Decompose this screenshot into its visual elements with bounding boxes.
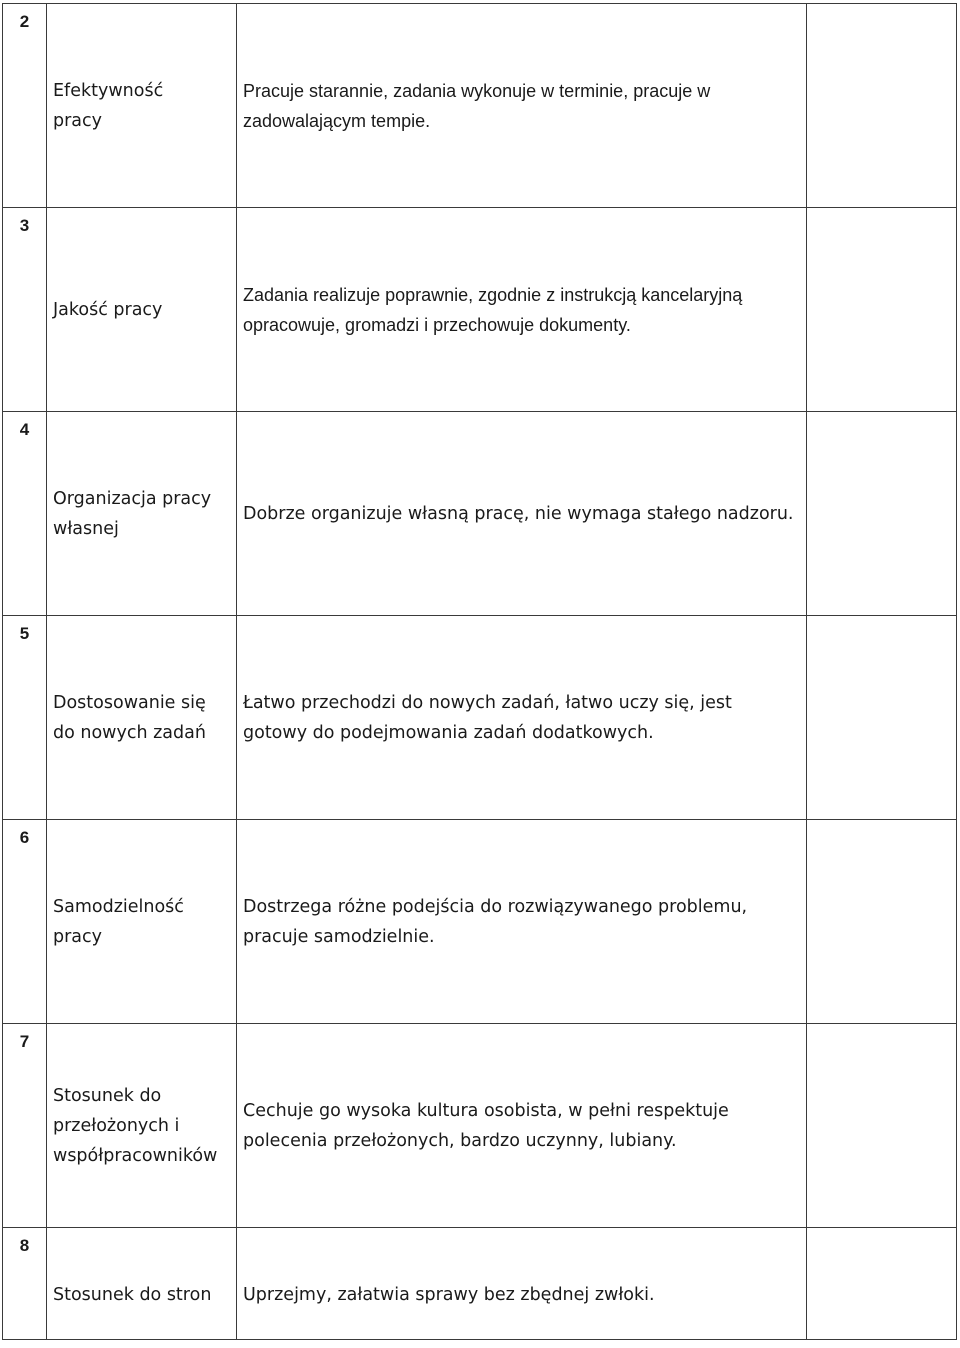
description-cell: [237, 208, 807, 412]
score-cell[interactable]: [807, 820, 957, 1024]
criterion-cell: [47, 616, 237, 820]
table-row: [3, 1024, 957, 1228]
criterion-cell: [47, 1228, 237, 1340]
description-text: Zadania realizuje poprawnie, zgodnie z instrukcją kancelaryjną opracowuje, gromadzi i przechowuje dokumenty.: [243, 284, 743, 335]
criterion-label: Efektywność pracy: [53, 80, 164, 131]
description-text: Pracuje starannie, zadania wykonuje w terminie, pracuje w zadowalającym tempie.: [243, 80, 711, 131]
table-row: [3, 4, 957, 208]
description-cell: [237, 616, 807, 820]
table-row: [3, 208, 957, 412]
table-row: [3, 820, 957, 1024]
description-cell: [237, 820, 807, 1024]
description-text: Uprzejmy, załatwia sprawy bez zbędnej zwłoki.: [243, 1284, 655, 1305]
row-number: 3: [3, 208, 47, 412]
description-text: Łatwo przechodzi do nowych zadań, łatwo uczy się, jest gotowy do podejmowania zadań dodatkowych.: [243, 692, 732, 743]
description-cell: [237, 412, 807, 616]
description-text: Cechuje go wysoka kultura osobista, w pełni respektuje polecenia przełożonych, bardzo uczynny, lubiany.: [243, 1100, 729, 1151]
row-number: 5: [3, 616, 47, 820]
criterion-label: Organizacja pracy własnej: [53, 488, 212, 539]
criterion-cell: [47, 1024, 237, 1228]
row-number: 2: [3, 4, 47, 208]
score-cell[interactable]: [807, 1024, 957, 1228]
description-text: Dobrze organizuje własną pracę, nie wymaga stałego nadzoru.: [243, 503, 794, 524]
table-row: [3, 1228, 957, 1340]
score-cell[interactable]: [807, 412, 957, 616]
score-cell[interactable]: [807, 208, 957, 412]
row-number: 4: [3, 412, 47, 616]
criterion-cell: [47, 820, 237, 1024]
criterion-label: Dostosowanie się do nowych zadań: [53, 692, 206, 743]
table-row: [3, 412, 957, 616]
criterion-cell: [47, 208, 237, 412]
criterion-cell: [47, 412, 237, 616]
score-cell[interactable]: [807, 1228, 957, 1340]
row-number: 8: [3, 1228, 47, 1340]
score-cell[interactable]: [807, 4, 957, 208]
criterion-cell: [47, 4, 237, 208]
criterion-label: Jakość pracy: [53, 299, 163, 320]
row-number: 6: [3, 820, 47, 1024]
criterion-label: Stosunek do przełożonych i współpracowników: [53, 1085, 218, 1166]
description-cell: [237, 1228, 807, 1340]
table-row: [3, 616, 957, 820]
criterion-label: Samodzielność pracy: [53, 896, 184, 947]
description-cell: [237, 4, 807, 208]
description-text: Dostrzega różne podejścia do rozwiązywanego problemu, pracuje samodzielnie.: [243, 896, 748, 947]
score-cell[interactable]: [807, 616, 957, 820]
row-number: 7: [3, 1024, 47, 1228]
criterion-label: Stosunek do stron: [53, 1284, 212, 1305]
evaluation-table: [2, 3, 957, 1340]
description-cell: [237, 1024, 807, 1228]
